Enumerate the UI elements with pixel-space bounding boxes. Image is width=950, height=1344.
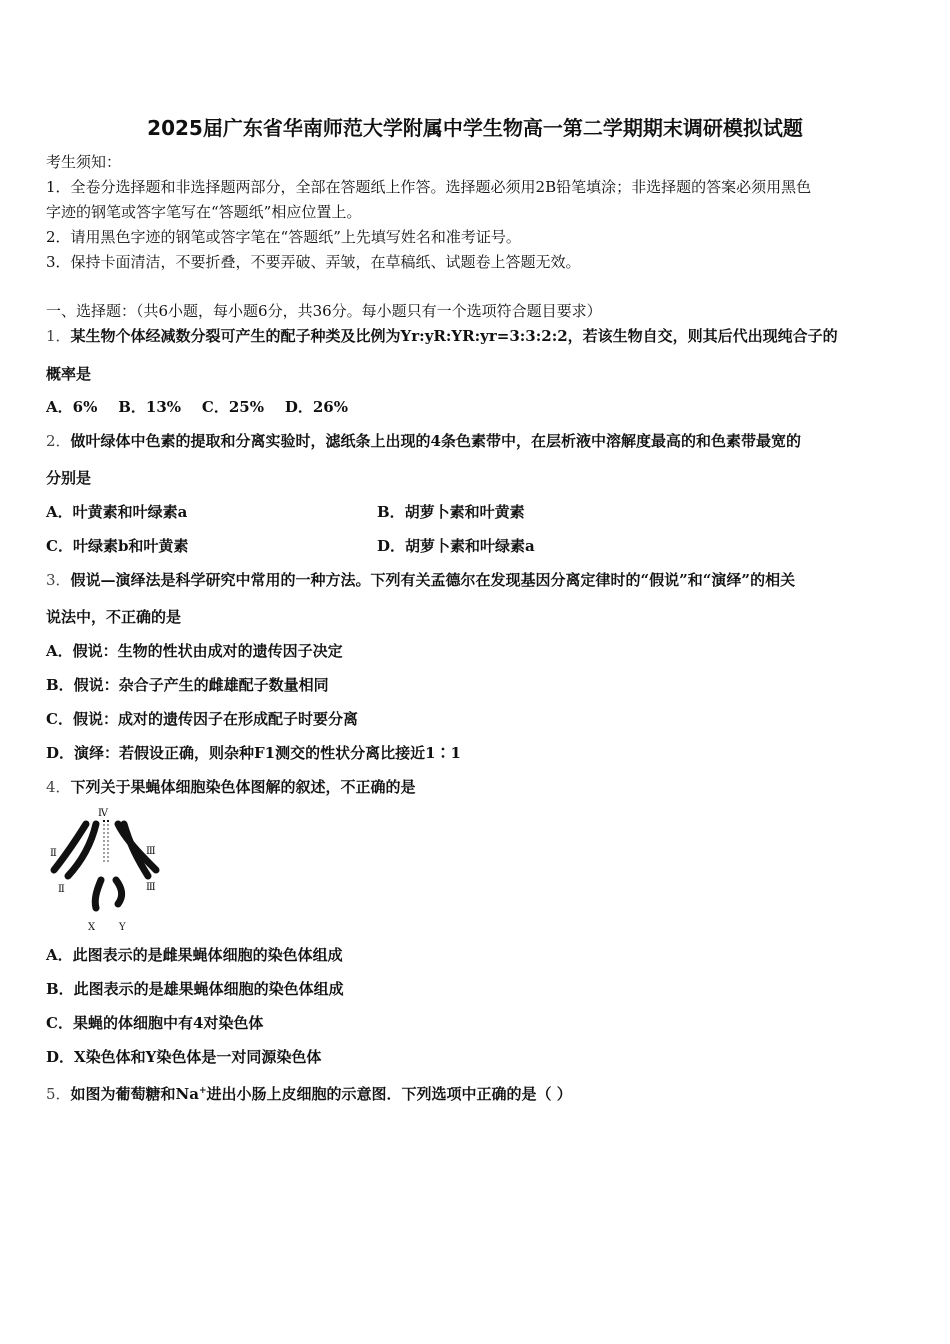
question-text: 下列关于果蝇体细胞染色体图解的叙述，不正确的是	[70, 778, 416, 796]
option-d: D．X染色体和Y染色体是一对同源染色体	[46, 1048, 322, 1066]
option-d: D．演绎：若假设正确，则杂种F1测交的性状分离比接近1∶1	[46, 744, 461, 762]
option-d: D．胡萝卜素和叶绿素a	[377, 537, 535, 555]
question-number: 2．	[46, 432, 71, 450]
label-iii-upper: Ⅲ	[146, 846, 156, 857]
option-b: B．此图表示的是雄果蝇体细胞的染色体组成	[46, 980, 344, 998]
option-a: A．叶黄素和叶绿素a	[46, 503, 188, 521]
question-4	[46, 777, 416, 797]
page-title: 2025届广东省华南师范大学附属中学生物高一第二学期期末调研模拟试题	[147, 116, 803, 140]
question-number: 4．	[46, 778, 71, 796]
chromosome-x	[95, 880, 101, 908]
question-text: 如图为葡萄糖和Na	[70, 1085, 199, 1103]
question-2	[46, 431, 801, 451]
label-ii-lower: Ⅱ	[58, 884, 65, 895]
notice-item-2: 2．请用黑色字迹的钢笔或答字笔在“答题纸”上先填写姓名和准考证号。	[46, 228, 521, 246]
chromosome-iv-left	[103, 820, 105, 822]
question-3-cont: 说法中，不正确的是	[46, 608, 182, 626]
chromosome-iv-right	[107, 820, 109, 822]
notice-heading: 考生须知：	[46, 153, 122, 171]
question-text: 做叶绿体中色素的提取和分离实验时，滤纸条上出现的4条色素带中，在层析液中溶解度最高的和色素带最宽的	[70, 432, 801, 450]
notice-item-1: 1．全卷分选择题和非选择题两部分，全部在答题纸上作答。选择题必须用2B铅笔填涂；非选择题的答案必须用黑色	[46, 178, 812, 196]
question-number: 1．	[46, 327, 71, 345]
question-1-options: A．6% B．13% C．25% D．26%	[46, 398, 348, 416]
label-iii-lower: Ⅲ	[146, 882, 156, 893]
question-text: 假说—演绎法是科学研究中常用的一种方法。下列有关孟德尔在发现基因分离定律时的“假说”和“演绎”的相关	[70, 571, 796, 589]
section-heading: 一、选择题：（共6小题，每小题6分，共36分。每小题只有一个选项符合题目要求）	[46, 302, 602, 320]
option-c: C．果蝇的体细胞中有4对染色体	[46, 1014, 264, 1032]
question-number: 3．	[46, 571, 71, 589]
option-a: A．假说：生物的性状由成对的遗传因子决定	[46, 642, 343, 660]
question-5	[46, 1081, 572, 1104]
question-text: 某生物个体经减数分裂可产生的配子种类及比例为Yr:yR:YR:yr=3:3:2:2，若该生物自交，则其后代出现纯合子的	[70, 327, 838, 345]
chromosome-y	[116, 880, 122, 904]
question-text-cont: 进出小肠上皮细胞的示意图．下列选项中正确的是（ ）	[206, 1085, 572, 1103]
superscript: +	[198, 1086, 207, 1096]
label-iv: Ⅳ	[98, 808, 108, 819]
question-1	[46, 326, 838, 346]
chromosome-figure	[46, 800, 176, 938]
option-c: C．假说：成对的遗传因子在形成配子时要分离	[46, 710, 358, 728]
label-y: Y	[119, 922, 126, 933]
option-b: B．胡萝卜素和叶黄素	[377, 503, 525, 521]
question-1-cont: 概率是	[46, 365, 92, 383]
notice-item-3: 3．保持卡面清洁，不要折叠，不要弄破、弄皱，在草稿纸、试题卷上答题无效。	[46, 253, 581, 271]
question-number: 5．	[46, 1085, 71, 1103]
option-a: A．此图表示的是雌果蝇体细胞的染色体组成	[46, 946, 343, 964]
question-2-cont: 分别是	[46, 469, 92, 487]
label-ii-upper: Ⅱ	[50, 848, 57, 859]
option-b: B．假说：杂合子产生的雌雄配子数量相同	[46, 676, 329, 694]
label-x: X	[88, 922, 96, 933]
option-c: C．叶绿素b和叶黄素	[46, 537, 189, 555]
question-3	[46, 570, 795, 590]
chromosome-iii-b	[124, 824, 148, 876]
notice-item-1-cont: 字迹的钢笔或答字笔写在“答题纸”相应位置上。	[46, 203, 362, 221]
